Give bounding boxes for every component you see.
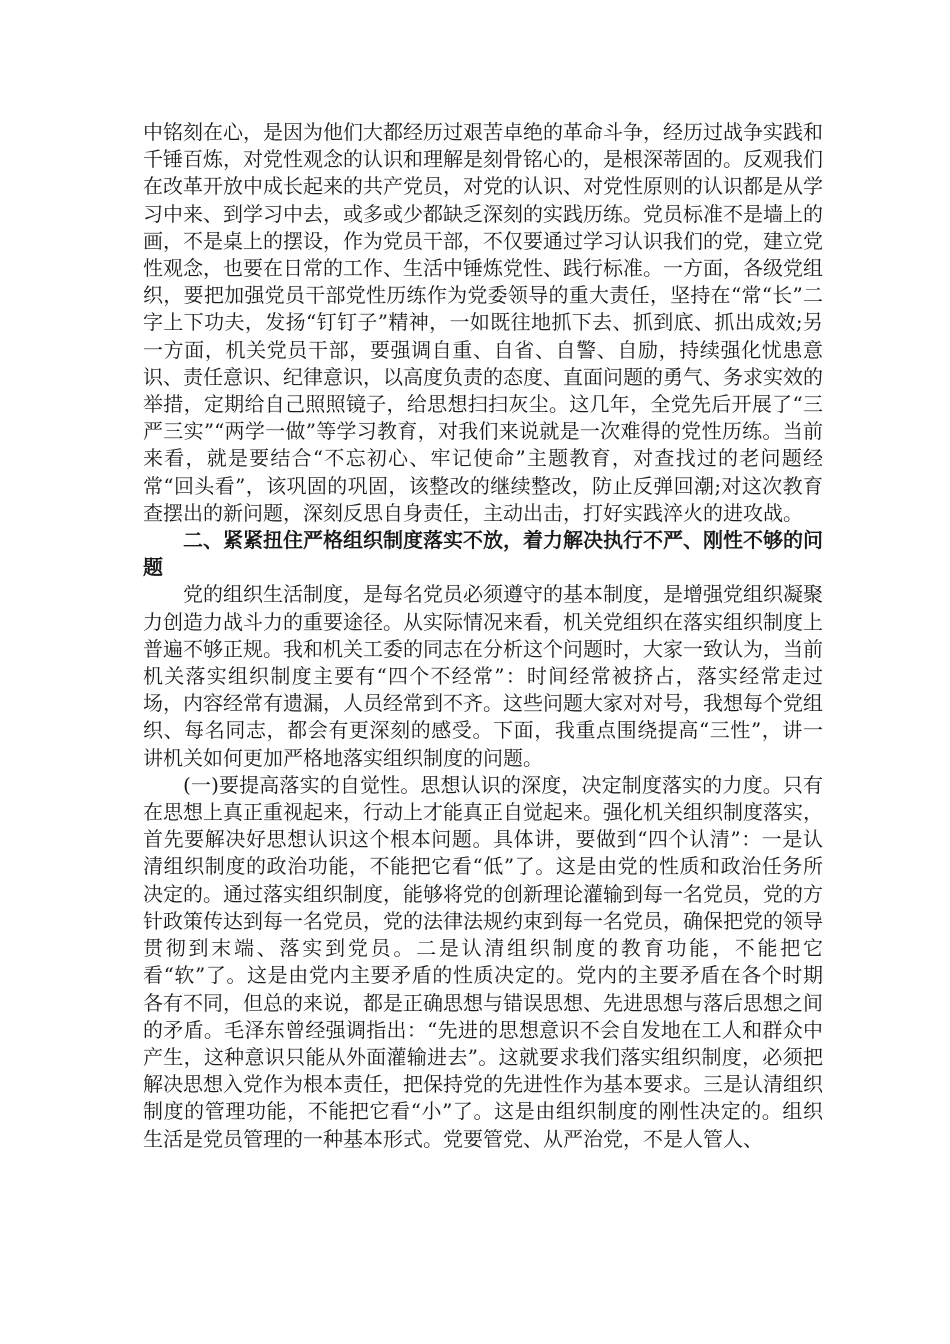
document-page: [143, 119, 823, 1153]
section-heading: 二、紧紧扭住严格组织制度落实不放，着力解决执行不严、刚性不够的问题: [143, 528, 823, 580]
paragraph-consciousness: (一)要提高落实的自觉性。思想认识的深度，决定制度落实的力度。只有在思想上真正重视起来，行动上才能真正自觉起来。强化机关组织制度落实，首先要解决好思想认识这个根本问题。具体讲，要做到“四个认清”：一是认清组织制度的政治功能，不能把它看“低”了。这是由党的性质和政治任务所决定的。通过落实组织制度，能够将党的创新理论灌输到每一名党员，党的方针政策传达到每一名党员，党的法律法规约束到每一名党员，确保把党的领导贯彻到末端、落实到党员。二是认清组织制度的教育功能，不能把它看“软”了。这是由党内主要矛盾的性质决定的。党内的主要矛盾在各个时期各有不同，但总的来说，都是正确思想与错误思想、先进思想与落后思想之间的矛盾。毛泽东曾经强调指出：“先进的思想意识不会自发地在工人和群众中产生，这种意识只能从外面灌输进去”。这就要求我们落实组织制度，必须把解决思想入党作为根本责任，把保持党的先进性作为基本要求。三是认清组织制度的管理功能，不能把它看“小”了。这是由组织制度的刚性决定的。组织生活是党员管理的一种基本形式。党要管党、从严治党，不是人管人、: [143, 772, 823, 1151]
paragraph-continuation: 中铭刻在心，是因为他们大都经历过艰苦卓绝的革命斗争，经历过战争实践和千锤百炼，对党性观念的认识和理解是刻骨铭心的，是根深蒂固的。反观我们在改革开放中成长起来的共产党员，对党的认识、对党性原则的认识都是从学习中来、到学习中去，或多或少都缺乏深刻的实践历练。党员标准不是墙上的画，不是桌上的摆设，作为党员干部，不仅要通过学习认识我们的党，建立党性观念，也要在日常的工作、生活中锤炼党性、践行标准。一方面，各级党组织，要把加强党员干部党性历练作为党委领导的重大责任，坚持在“常“长”二字上下功夫，发扬“钉钉子”精神，一如既往地抓下去、抓到底、抓出成效;另一方面，机关党员干部，要强调自重、自省、自警、自励，持续强化忧患意识、责任意识、纪律意识，以高度负责的态度、直面问题的勇气、务求实效的举措，定期给自己照照镜子，给思想扫扫灰尘。这几年，全党先后开展了“三严三实”“两学一做”等学习教育，对我们来说就是一次难得的党性历练。当前来看，就是要结合“不忘初心、牢记使命”主题教育，对查找过的老问题经常“回头看”，该巩固的巩固，该整改的继续整改，防止反弹回潮;对这次教育查摆出的新问题，深刻反思自身责任，主动出击，打好实践淬火的进攻战。: [143, 120, 823, 525]
paragraph-organization-system: 党的组织生活制度，是每名党员必须遵守的基本制度，是增强党组织凝聚力创造力战斗力的重要途径。从实际情况来看，机关党组织在落实组织制度上普遍不够正规。我和机关工委的同志在分析这个问题时，大家一致认为，当前机关落实组织制度主要有“四个不经常”：时间经常被挤占，落实经常走过场，内容经常有遗漏，人员经常到不齐。这些问题大家对对号，我想每个党组织、每名同志，都会有更深刻的感受。下面，我重点围绕提高“三性”，讲一讲机关如何更加严格地落实组织制度的问题。: [143, 582, 823, 770]
